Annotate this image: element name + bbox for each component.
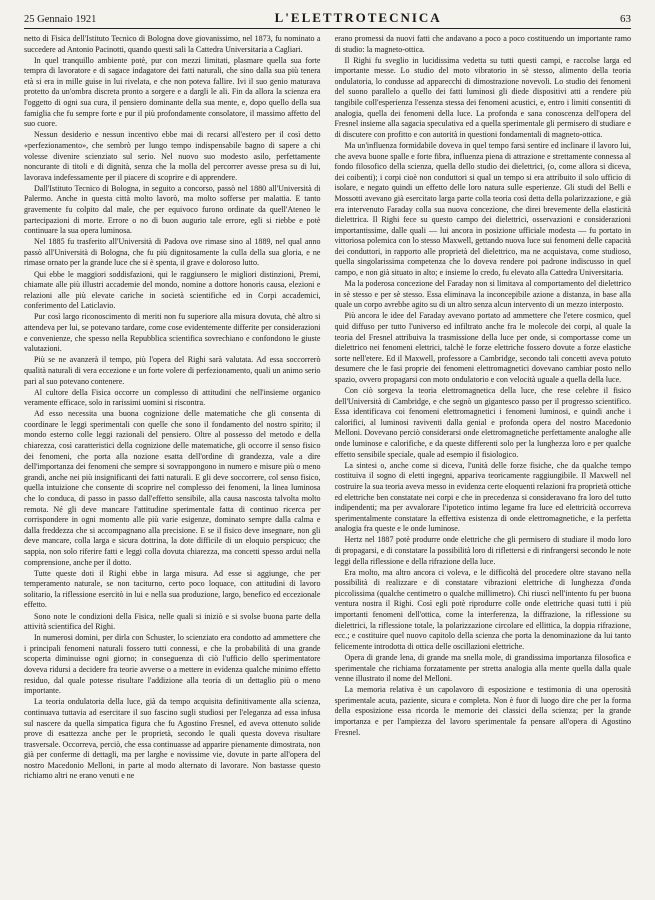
paragraph: netto di Fisica dell'Istituto Tecnico di Bologna dove giovanissimo, nel 1873, fu nominato a succedere ad Antonio Pacinotti, quando questi sali la Cattedra Universitaria a Cagliari. — [24, 34, 321, 54]
page-number: 63 — [619, 13, 631, 25]
paragraph: Il Righi fu sveglio in lucidissima vedetta su tutti questi campi, e raccolse larga ed importante messe. Lo studio del moto vibratorio in sè stesso, alimento della teoria ondulatoria, lo condusse ad apparecchi di dimostrazione novevoli. Lo studio dei fenomeni del suono parallelo a quello dei fatti luminosi gli diede dispositivi atti a rendere più tangibile coll'esperienza l'essenza stessa dei fenomeni acustici, e, entro i limiti consentiti di analogia, quella dei fenomeni della luce. La profonda e sana conoscenza dell'opera del Fresnel insieme alla sagacia speculativa ed a quella sperimentale gli permisero di studiare e di discutere con profitto e con autorità in questioni fondamentali di magneto-ottica. — [334, 55, 631, 139]
right-column — [335, 34, 632, 892]
paragraph: Pur così largo riconoscimento di meriti non fu superiore alla misura dovuta, chè altro si attendeva per lui, se potevano tardare, come cose evidentemente differite per considerazioni e convenienze, che spesso nella Repubblica scientifica sovrechiano e confondono le giuste valutazioni. — [24, 312, 321, 354]
paragraph: La sintesi o, anche come si diceva, l'unità delle forze fisiche, che da qualche tempo costituiva il sogno di eletti ingegni, appariva teoricamente raggiungibile. Il Maxwell nel costruire la sua teoria aveva messo in evidenza certe eloquenti relazioni fra proprietà ottiche ed elettriche ben constatate nei corpi e che in precedenza si consideravano fra loro del tutto indipendenti; ma per avvalorare l'ipotetico intimo legame fra luce ed elettricità occorreva sperimentalmente constatare la effettiva esistenza di onde elettromagnetiche, e la perfetta analogia fra queste e le onde luminose. — [334, 460, 631, 534]
paragraph: Dall'Istituto Tecnico di Bologna, in seguito a concorso, passò nel 1880 all'Università di Palermo. Anche in questa città molto lavorò, ma molto sofferse per malattia. E tanto gravemente fu colpito dal male, che per equivoco furono ordinate da quell'Ateneo le partecipazioni di morte. Errore o no di buon augurio tale errore, egli si riebbe e potè continuare la sua opera luminosa. — [24, 183, 321, 236]
paragraph: Era molto, ma altro ancora ci voleva, e le difficoltà del procedere oltre stavano nella possibilità di realizzare e di constatare vibrazioni elettriche di lunghezza d'onda piccolissima (qualche centimetro o qualche millimetro). Chi riuscì nell'intento fu per buona ventura nostra il Righi. Così egli potè riprodurre colle onde elettriche quasi tutti i più importanti fenomeni dell'ottica, come la interferenza, la diffrazione, la riflessione su dielettrici, la riflessione totale, la polarizzazione circolare ed ellittica, la doppia rifrazione, ecc.; e costituire quel nuovo capitolo della scienza che porta la denominazione da lui tanto felicemente introdotta di ottica delle oscillazioni elettriche. — [334, 567, 631, 651]
paragraph: Opera di grande lena, di grande ma snella mole, di grandissima importanza filosofica e sperimentale che richiama forzatamente per stretta analogia alla mente quella dalla quale venne illustrato il nome del Melloni. — [334, 652, 631, 684]
left-column — [24, 34, 321, 892]
paragraph: Qui ebbe le maggiori soddisfazioni, qui le raggiunsero le migliori distinzioni, Premi, chiamate alle più illustri accademie del mondo, nomine a dottore honoris causa, elezioni e relazioni alle più elevate cariche in società scientifiche ed in Corpi accademici, conferimento del Laticlavio. — [24, 269, 321, 311]
paragraph: Nessun desiderio e nessun incentivo ebbe mai di recarsi all'estero per il così detto «perfezionamento», che sembrò per lungo tempo indispensabile bagno di sapere a chi volesse divenire scienziato sul serio. Nel nuovo suo modesto asilo, perfettamente noncurante di titoli e di dignità, senza che la molla del percorrer avesse presa su di lui, lavorava indefessamente per il piacere di scoprire e di apprendere. — [24, 130, 321, 182]
paragraph: La teoria ondulatoria della luce, già da tempo acquisita definitivamente alla scienza, continuava tuttavia ad esercitare il suo fascino sugli studiosi per l'eleganza ad essa infusa sul nascere da quella simpatica figura che fu Agostino Fresnel, ed aveva ottenuto solide prove di esattezza anche per le proprietà, secondo le quali questa doveva risultare trasversale. Occorreva, perciò, che essa continuasse ad apparire pienamente dimostrata, non già per conferme di dettagli, ma per larghe e novissime vie, dovute in parte all'opera del nostro Macedonio Melloni, in parte al modo alternato di lavorare. Non bastasse questo richiamo altri ne erano venuti e ne — [24, 697, 321, 781]
paragraph: Tutte queste doti il Righi ebbe in larga misura. Ad esse si aggiunge, che per temperamento naturale, se non taciturno, certo poco loquace, con attitudini di lavoro solitario, la riflessione esercitò in lui e nella sua produzione, largo, benefico ed eccezionale effetto. — [24, 568, 321, 610]
paragraph: Nel 1885 fu trasferito all'Università di Padova ove rimase sino al 1889, nel qual anno passò all'Università di Bologna, che fu più dignitosamente la culla della sua gloria, e ne rimase ornato per la grande luce che si è spenta, il grave e doloroso lutto. — [24, 237, 321, 268]
paragraph: In numerosi domini, per dirla con Schuster, lo scienziato era condotto ad ammettere che i principali fenomeni naturali fossero tutti connessi, e che la probabilità di una grande scoperta diminuisse ogni giorno; in conseguenza di ciò l'ufficio dello sperimentatore doveva ridursi a decidere fra teorie avverse o a mettere in evidenza qualche minimo effetto residuo, dal quale potesse risultare l'addizione alla teoria di un dettaglio più o meno importante. — [24, 633, 321, 696]
page-header — [24, 4, 631, 29]
paragraph: La memoria relativa è un capolavoro di esposizione e testimonia di una operosità sperimentale acuta, paziente, sicura e completa. Non è fuor di luogo dire che per la forma della esposizione essa ricorda le memorie dei classici della scienza; per la grande importanza e per l'ampiezza del lavoro sperimentale fa pensare all'opera di Agostino Fresnel. — [334, 685, 631, 737]
paragraph: Più ancora le idee del Faraday avevano portato ad ammettere che l'etere cosmico, quel quid diffuso per tutto l'universo ed infiltrato anche fra le molecole dei corpi, al quale la teoria del Fresnel attribuiva la trasmissione della luce per onde, si comportasse come un dielettrico nei fenomeni elettrici, talchè le forze elettriche fossero dovute a forze elastiche sorte nell'etere. Ed il Maxwell, professore a Cambridge, secondo tali concetti aveva potuto desumere che le fasi proprie dei fenomeni elettromagnetici dovevano cambiar posto nello spazio, ovvero propagarsi con moto ondulatorio e con velocità uguale a quella della luce. — [334, 311, 631, 384]
paragraph: Sono note le condizioni della Fisica, nelle quali si iniziò e si svolse buona parte della attività scientifica del Righi. — [24, 611, 321, 632]
paragraph: Ma un'influenza formidabile doveva in quel tempo farsi sentire ed inclinare il lavoro lui, che aveva buone spalle e forte fibra, influenza piena di attrazione e strettamente connessa al fondo filosofico della scienza, quella dello studio dei dielettrici, (o, come allora si diceva, dei coibenti); i corpi cioè non conduttori si qual un tempo si era attribuito il solo ufficio di isolare, e negato quindi un effetto delle loro natura sulle esperienze. Gli studi del Belli e Mossotti avevano già esercitato larga parte colla teoria così detta della polarizzazione, e già era intervenuto Faraday colla sua nuova concezione, che direi brevemente della elasticità dielettrica. Il Righi fece su questo campo dei dielettrici, osservazioni e considerazioni importantissime, dalle quali — lui ancora in posizione ufficiale modesta — fu portato in vittoriosa polemica con lo stesso Maxwell, gettando nuova luce sui fenomeni delle capacità dei conduttori, in rapporto alle proprietà del dielettrico, ma ne acquistava, come studioso, quella singolarissima competenza che lo doveva rendere poi padrone indiscusso in quel campo, e non già situato in alto; e insieme lo credo, fu elevato alla Cattedra Universitaria. — [334, 140, 631, 278]
paragraph: erano promessi da nuovi fatti che andavano a poco a poco costituendo un importante ramo di studio: la magneto-ottica. — [334, 34, 631, 54]
article-body — [24, 34, 631, 892]
journal-title: L'ELETTROTECNICA — [274, 10, 442, 25]
paragraph: Ad esso necessita una buona cognizione delle matematiche che gli consenta di coordinare le leggi sperimentali con quelle che sono il fondamento del nostro spirito; il mondo esterno colle leggi razionali del pensiero. Oltre al possesso del metodo e della chiarezza, così caratteristici della cognizione delle matematiche, gli occorre il senso fisico dei fenomeni, che porta alla nozione esatta dell'ordine di grandezza, vale a dire dell'importanza dei fenomeni che sempre si sovrappongono in numero e misure più o meno grandi, anche nei più insignificanti dei fatti naturali. E gli deve soccorrere, col senso fisico, quella intuizione che consente di scoprire nel complesso dei fenomeni, la linea luminosa che lo conduca, di passo in passo dall'effetto sensibile, alla causa nascosta talvolta molto remota. Né gli deve mancare l'attitudine sperimentale fatta di continuo ricerca per corrispondere in ogni momento alle più varie esigenze, dominato sempre dalla calma e dalla freddezza che si accompagnano alla precisione. E se il fisico deve insegnare, non gli deve mancare, colla larga e sicura dottrina, la dote difficile di un eloquio perspicuo; che sappia, non solo riferire fatti e leggi colla dovuta chiarezza, ma concetti spesso ardui nella comprensione, anche per il dotto. — [24, 409, 321, 567]
paragraph: In quel tranquillo ambiente potè, pur con mezzi limitati, plasmare quella sua forte tempra di lavoratore e di sagace indagatore dei fatti naturali, che sino dalla sua più tenera età si era in mille guise in lui rivelata, e che non poteva fallire. Ivi il suo genio maturava protetto da un'ombra discreta pronto a sorgere e a dargli le ali. Fin da allora la scienza era l'oggetto di ogni sua cura, il pensiero dominante della sua mente, e, dopo quello della sua famiglia che fu sempre forte e pur il più profondamente consolatore, il massimo affetto del suo cuore. — [24, 55, 321, 129]
issue-date: 25 Gennaio 1921 — [24, 14, 97, 25]
paragraph: Hertz nel 1887 potè produrre onde elettriche che gli permisero di studiare il modo loro di propagarsi, e di constatare la possibilità loro di riflettersi e di rinfrangersi secondo le note leggi della riflessione e della rifrazione della luce. — [334, 535, 631, 566]
paragraph: Più se ne avanzerà il tempo, più l'opera del Righi sarà valutata. Ad essa soccorrerò qualità naturali di vera eccezione e un forte volere di perfezionamento, quali un animo serio pari al suo potevano contenere. — [24, 355, 321, 386]
paragraph: Ma la poderosa concezione del Faraday non si limitava al comportamento del dielettrico in sè stesso e per sè stesso. Essa eliminava la inconcepibile azione a distanza, in base alla quale un corpo avrebbe agito su di un altro senza alcun intervento di un mezzo interposto. — [334, 279, 631, 310]
paragraph: Con ciò sorgeva la teoria elettromagnetica della luce, che rese celebre il fisico dell'Università di Cambridge, e che segnò un gigantesco passo per il progresso scientifico. Essa identificava coi fenomeni elettromagnetici i fenomeni luminosi, e quindi anche i calorifici, al luminosi raviventi dalla genial e profonda opera del nostro Macedonio Melloni. Dovevano perciò considerarsi onde elettromagnetiche perfettamente analoghe alle onde luminose e calorifiche, e da queste differenti solo per la lunghezza loro e per qualche effetto sensibile speciale, quale ad esempio il fisiologico. — [334, 386, 631, 459]
paragraph: Al cultore della Fisica occorre un complesso di attitudini che nell'insieme organico veramente efficace, solo in rarissimi uomini si riscontra. — [24, 387, 321, 408]
